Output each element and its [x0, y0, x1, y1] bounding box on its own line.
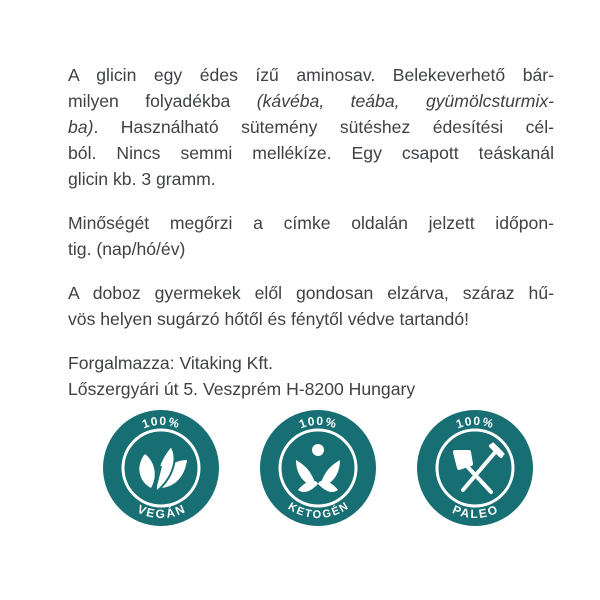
text-line: A doboz gyermekek elől gondosan elzárva, száraz hű-	[68, 283, 554, 303]
text-line: vös helyen sugárzó hőtől és fénytől védve tartandó!	[68, 309, 469, 329]
text-line: glicin kb. 3 gramm.	[68, 169, 216, 189]
description-text-block	[68, 62, 554, 420]
keto-badge-graphic	[258, 408, 378, 528]
text-line: ba). Használható sütemény sütéshez édesítési cél-	[68, 117, 554, 137]
badge-paleo	[415, 408, 535, 528]
badge-percent: 100%	[140, 413, 181, 432]
badge-keto	[258, 408, 378, 528]
text-line: Lőszergyári út 5. Veszprém H-8200 Hungary	[68, 379, 416, 399]
text-line: Minőségét megőrzi a címke oldalán jelzett időpon-	[68, 213, 554, 233]
text-line: A glicin egy édes ízű aminosav. Belekeverhető bár-	[68, 65, 554, 85]
paragraph-description	[68, 62, 554, 192]
text-line: tig. (nap/hó/év)	[68, 239, 186, 259]
paleo-badge-graphic	[415, 408, 535, 528]
text-line: milyen folyadékba (kávéba, teába, gyümölcsturmix-	[68, 91, 555, 111]
badge-vegan	[101, 408, 221, 528]
badge-label: KETOGÉN	[285, 500, 351, 522]
badge-percent: 100%	[297, 413, 338, 432]
badge-label: PALEO	[450, 502, 500, 522]
paragraph-best-before	[68, 210, 554, 262]
certification-badges	[0, 408, 600, 538]
text-line: ból. Nincs semmi mellékíze. Egy csapott teáskanál	[68, 143, 554, 163]
paragraph-storage	[68, 280, 554, 332]
text-line: Forgalmazza: Vitaking Kft.	[68, 353, 274, 373]
badge-percent: 100%	[454, 413, 495, 432]
badge-label: VEGÁN	[135, 501, 187, 522]
vegan-badge-graphic	[101, 408, 221, 528]
paragraph-distributor	[68, 350, 554, 402]
